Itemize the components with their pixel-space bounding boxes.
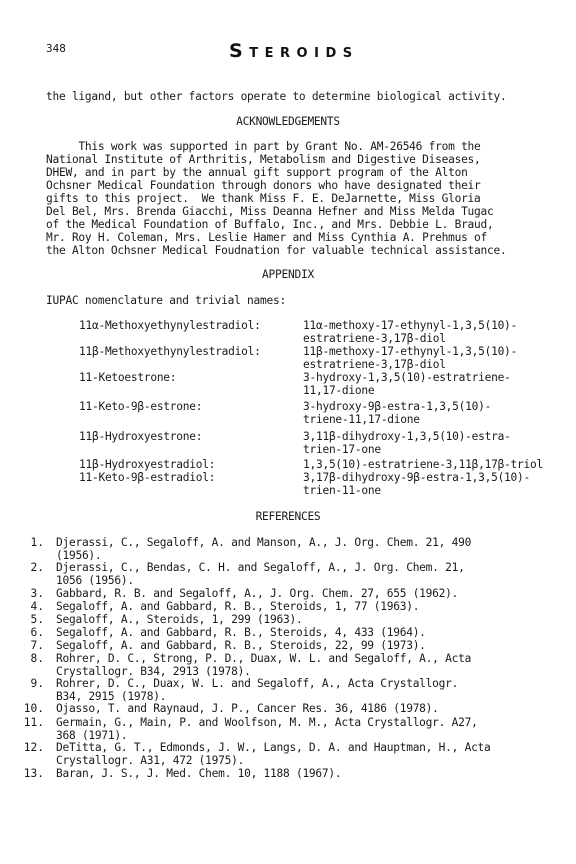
ack-line: Del Bel, Mrs. Brenda Giacchi, Miss Deanna Hefner and Miss Melda Tugac [46, 205, 494, 218]
ack-line: Mr. Roy H. Coleman, Mrs. Leslie Hamer and Miss Cynthia A. Prehmus of [46, 231, 488, 244]
reference-text: Segaloff, A., Steroids, 1, 299 (1963). [56, 613, 303, 626]
reference-text: DeTitta, G. T., Edmonds, J. W., Langs, D. A. and Hauptman, H., Acta [56, 741, 491, 754]
intro-line: the ligand, but other factors operate to determine biological activity. [46, 90, 507, 103]
reference-number: 7. [30, 639, 44, 652]
reference-text: Segaloff, A. and Gabbard, R. B., Steroids, 1, 77 (1963). [56, 600, 420, 613]
trivial-name: 11-Keto-9β-estrone: [79, 400, 203, 413]
reference-number: 10. [23, 702, 44, 715]
iupac-name: estratriene-3,17β-diol [303, 332, 446, 345]
reference-number: 1. [30, 536, 44, 549]
iupac-name: 11β-methoxy-17-ethynyl-1,3,5(10)- [303, 345, 518, 358]
reference-text: Rohrer, D. C., Strong, P. D., Duax, W. L. and Segaloff, A., Acta [56, 652, 472, 665]
references-heading: REFERENCES [255, 510, 321, 523]
trivial-name: 11-Ketoestrone: [79, 371, 177, 384]
iupac-name: triene-11,17-dione [303, 413, 420, 426]
reference-text: Ojasso, T. and Raynaud, J. P., Cancer Res. 36, 4186 (1978). [56, 702, 439, 715]
reference-number: 3. [30, 587, 44, 600]
reference-text: 368 (1971). [56, 729, 128, 742]
journal-title: S T E R O I D S [229, 40, 354, 62]
ack-line: the Alton Ochsner Medical Foudnation for valuable technical assistance. [46, 244, 507, 257]
ack-line: Ochsner Medical Foundation through donors who have designated their [46, 179, 481, 192]
reference-number: 11. [23, 716, 44, 729]
trivial-name: 11-Keto-9β-estradiol: [79, 471, 216, 484]
reference-text: Gabbard, R. B. and Segaloff, A., J. Org. Chem. 27, 655 (1962). [56, 587, 459, 600]
reference-text: Segaloff, A. and Gabbard, R. B., Steroids, 22, 99 (1973). [56, 639, 426, 652]
iupac-name: 3,11β-dihydroxy-1,3,5(10)-estra- [303, 430, 511, 443]
reference-text: Djerassi, C., Segaloff, A. and Manson, A., J. Org. Chem. 21, 490 [56, 536, 472, 549]
reference-number: 4. [30, 600, 44, 613]
iupac-name: trien-11-one [303, 484, 381, 497]
iupac-name: 3-hydroxy-9β-estra-1,3,5(10)- [303, 400, 492, 413]
reference-number: 5. [30, 613, 44, 626]
reference-text: Crystallogr. A31, 472 (1975). [56, 754, 245, 767]
iupac-name: 3-hydroxy-1,3,5(10)-estratriene- [303, 371, 511, 384]
iupac-name: 11,17-dione [303, 384, 375, 397]
reference-number: 2. [30, 561, 44, 574]
appendix-intro: IUPAC nomenclature and trivial names: [46, 294, 286, 307]
reference-text: Crystallogr. B34, 2913 (1978). [56, 665, 251, 678]
reference-number: 12. [23, 741, 44, 754]
iupac-name: 1,3,5(10)-estratriene-3,11β,17β-triol [303, 458, 543, 471]
iupac-name: trien-17-one [303, 443, 381, 456]
page-number: 348 [46, 42, 66, 55]
reference-number: 13. [23, 767, 44, 780]
ack-line: of the Medical Foundation of Buffalo, Inc., and Mrs. Debbie L. Braud, [46, 218, 494, 231]
reference-text: (1956). [56, 549, 102, 562]
reference-text: 1056 (1956). [56, 574, 134, 587]
page-header [0, 40, 576, 60]
trivial-name: 11α-Methoxyethynylestradiol: [79, 319, 261, 332]
trivial-name: 11β-Hydroxyestrone: [79, 430, 203, 443]
reference-text: Germain, G., Main, P. and Woolfson, M. M., Acta Crystallogr. A27, [56, 716, 478, 729]
acknowledgements-heading: ACKNOWLEDGEMENTS [236, 115, 340, 128]
reference-text: Rohrer, D. C., Duax, W. L. and Segaloff, A., Acta Crystallogr. [56, 677, 459, 690]
ack-line: gifts to this project. We thank Miss F. E. DeJarnette, Miss Gloria [46, 192, 481, 205]
ack-line: DHEW, and in part by the annual gift support program of the Alton [46, 166, 468, 179]
reference-number: 8. [30, 652, 44, 665]
trivial-name: 11β-Methoxyethynylestradiol: [79, 345, 261, 358]
ack-line: National Institute of Arthritis, Metabolism and Digestive Diseases, [46, 153, 481, 166]
reference-text: Segaloff, A. and Gabbard, R. B., Steroids, 4, 433 (1964). [56, 626, 426, 639]
reference-text: Djerassi, C., Bendas, C. H. and Segaloff, A., J. Org. Chem. 21, [56, 561, 465, 574]
reference-text: Baran, J. S., J. Med. Chem. 10, 1188 (1967). [56, 767, 342, 780]
iupac-name: 3,17β-dihydroxy-9β-estra-1,3,5(10)- [303, 471, 530, 484]
iupac-name: estratriene-3,17β-diol [303, 358, 446, 371]
iupac-name: 11α-methoxy-17-ethynyl-1,3,5(10)- [303, 319, 518, 332]
trivial-name: 11β-Hydroxyestradiol: [79, 458, 216, 471]
appendix-heading: APPENDIX [262, 268, 314, 281]
ack-line: This work was supported in part by Grant No. AM-26546 from the [46, 140, 481, 153]
reference-number: 6. [30, 626, 44, 639]
reference-number: 9. [30, 677, 44, 690]
reference-text: B34, 2915 (1978). [56, 690, 167, 703]
